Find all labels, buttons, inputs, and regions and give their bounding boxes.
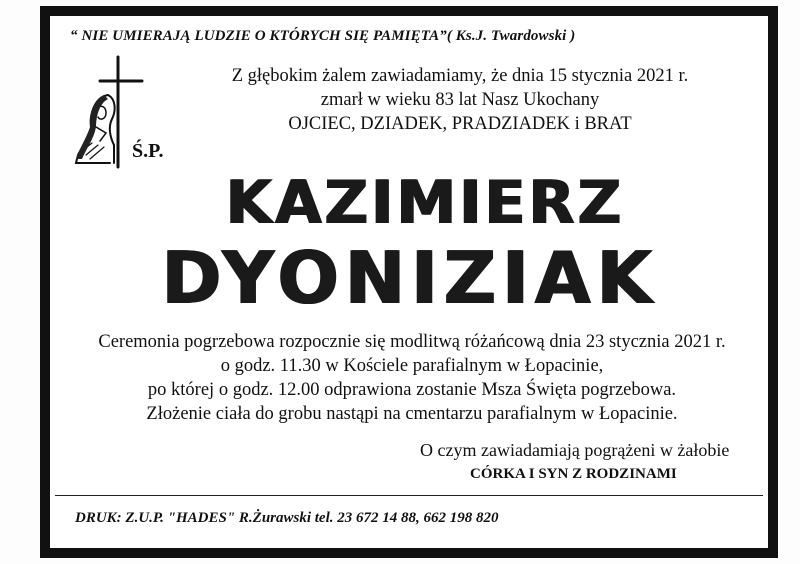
notify-text: O czym zawiadamiają pogrążeni w żałobie bbox=[420, 440, 730, 460]
sp-label: Ś.P. bbox=[132, 140, 164, 162]
printer-credit: DRUK: Z.U.P. "HADES" R.Żurawski tel. 23 672 14 88, 662 198 820 bbox=[75, 510, 499, 526]
motto: “ NIE UMIERAJĄ LUDZIE O KTÓRYCH SIĘ PAMIĘTA”( Ks.J. Twardowski ) bbox=[70, 28, 576, 44]
intro-line-2: zmarł w wieku 83 lat Nasz Ukochany bbox=[320, 90, 600, 110]
deceased-first-name: KAZIMIERZ bbox=[225, 168, 625, 238]
intro-line-1: Z głębokim żalem zawiadamiamy, że dnia 15 stycznia 2021 r. bbox=[231, 66, 689, 86]
intro-announcement bbox=[150, 64, 770, 136]
divider bbox=[55, 495, 763, 496]
ceremony-line-2: o godz. 11.30 w Kościele parafialnym w Łopacinie, bbox=[220, 356, 604, 376]
ceremony-line-4: Złożenie ciała do grobu nastąpi na cmentarzu parafialnym w Łopacinie. bbox=[146, 404, 678, 424]
ceremony-line-3: po której o godz. 12.00 odprawiona zostanie Msza Święta pogrzebowa. bbox=[147, 380, 677, 400]
ceremony-line-1: Ceremonia pogrzebowa rozpocznie się modlitwą różańcową dnia 23 stycznia 2021 r. bbox=[98, 332, 726, 352]
family-signature: CÓRKA I SYN Z RODZINAMI bbox=[470, 466, 677, 482]
intro-line-3: OJCIEC, DZIADEK, PRADZIADEK i BRAT bbox=[288, 114, 632, 134]
ceremony-details bbox=[72, 330, 752, 426]
deceased-last-name: DYONIZIAK bbox=[161, 236, 659, 320]
